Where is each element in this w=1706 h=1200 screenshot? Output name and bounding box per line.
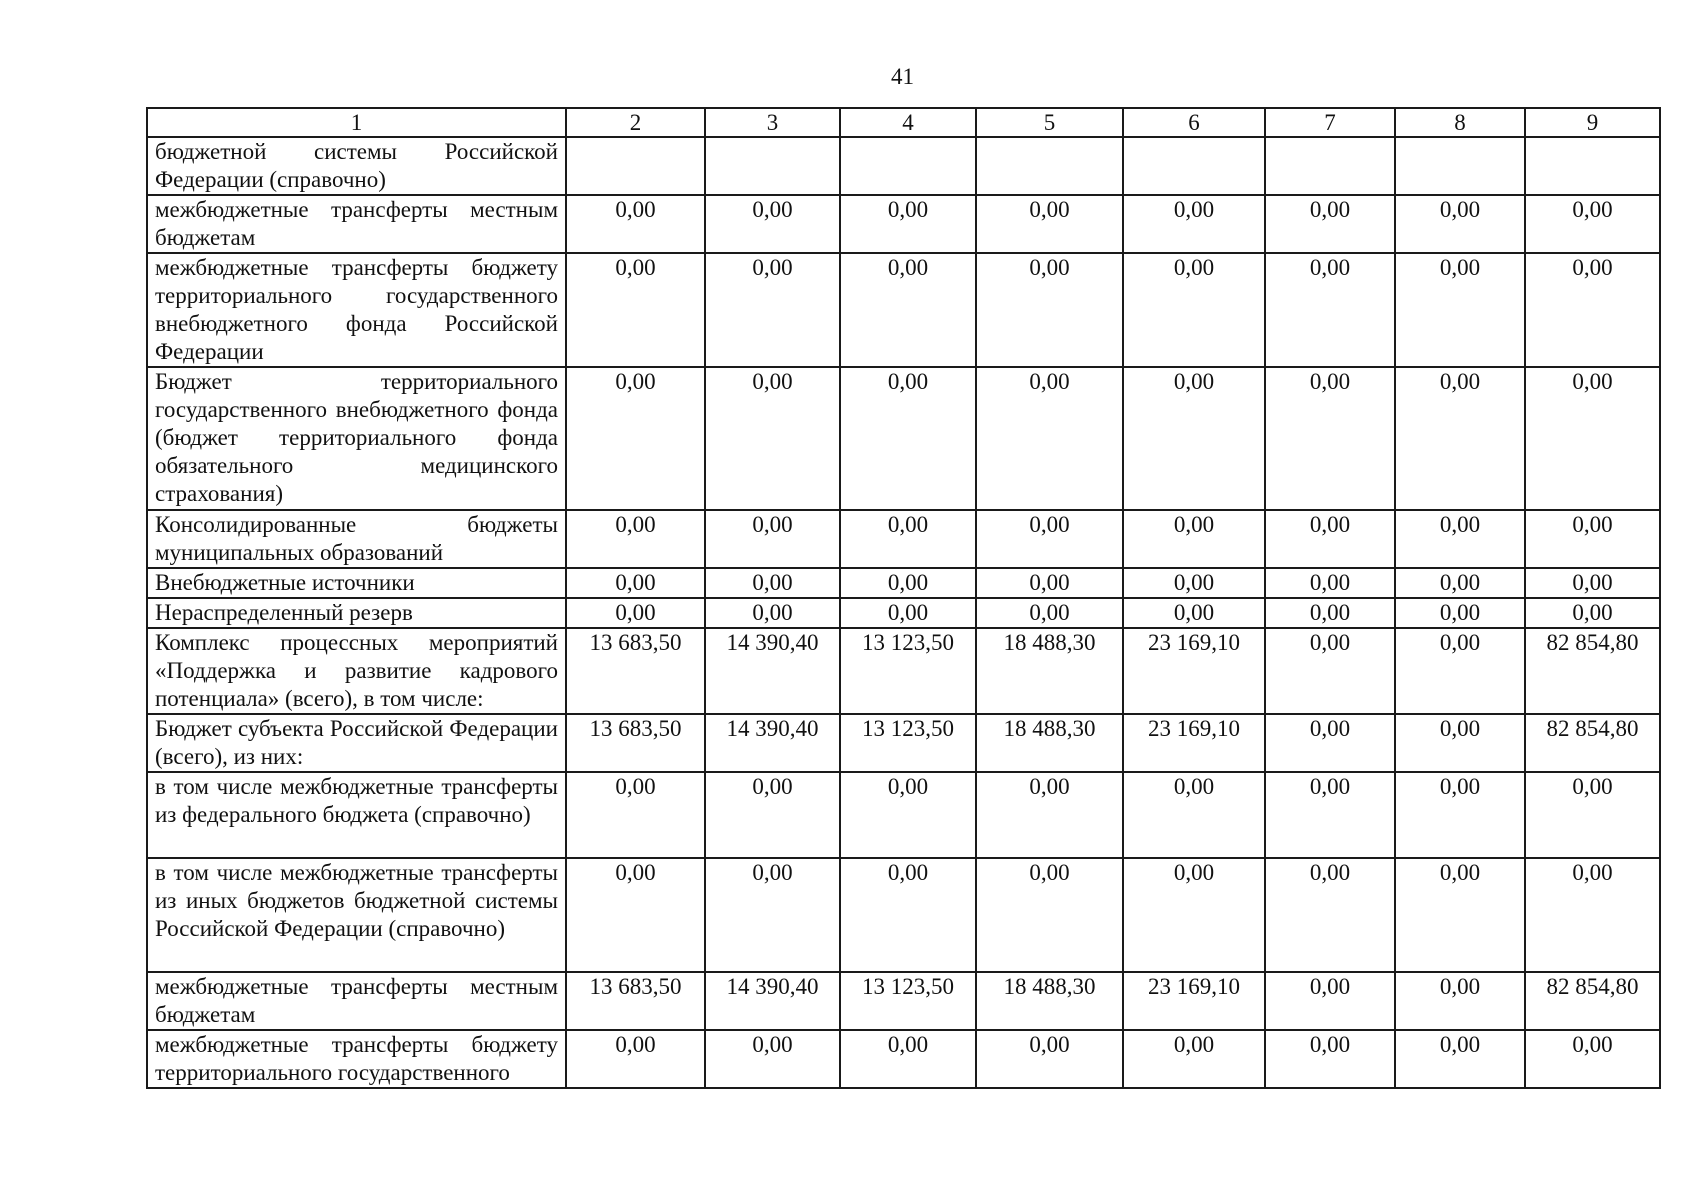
value-cell: 13 683,50 bbox=[566, 714, 705, 772]
value-cell: 0,00 bbox=[1265, 568, 1395, 598]
value-cell: 0,00 bbox=[840, 195, 976, 253]
value-cell: 0,00 bbox=[1265, 714, 1395, 772]
row-label: межбюджетные трансферты бюджету территориального государственного bbox=[147, 1030, 566, 1088]
value-cell: 0,00 bbox=[1525, 568, 1660, 598]
column-header: 6 bbox=[1123, 108, 1265, 137]
value-cell: 18 488,30 bbox=[976, 714, 1123, 772]
value-cell: 13 123,50 bbox=[840, 714, 976, 772]
table-row bbox=[147, 858, 1660, 972]
row-label: межбюджетные трансферты местным бюджетам bbox=[147, 195, 566, 253]
row-label: в том числе межбюджетные трансферты из иных бюджетов бюджетной системы Российской Федерации (справочно) bbox=[147, 858, 566, 972]
table-row bbox=[147, 972, 1660, 1030]
value-cell: 0,00 bbox=[566, 253, 705, 367]
value-cell: 0,00 bbox=[1123, 367, 1265, 510]
value-cell: 0,00 bbox=[1395, 568, 1525, 598]
value-cell: 0,00 bbox=[1265, 772, 1395, 858]
table-row bbox=[147, 253, 1660, 367]
table-row bbox=[147, 568, 1660, 598]
value-cell: 0,00 bbox=[1395, 253, 1525, 367]
value-cell: 0,00 bbox=[1265, 598, 1395, 628]
value-cell: 0,00 bbox=[1395, 510, 1525, 568]
value-cell: 0,00 bbox=[1395, 598, 1525, 628]
value-cell: 0,00 bbox=[1123, 510, 1265, 568]
value-cell: 0,00 bbox=[566, 367, 705, 510]
value-cell: 0,00 bbox=[1123, 568, 1265, 598]
value-cell: 0,00 bbox=[840, 598, 976, 628]
value-cell: 14 390,40 bbox=[705, 714, 840, 772]
value-cell bbox=[840, 137, 976, 195]
value-cell: 0,00 bbox=[976, 253, 1123, 367]
value-cell: 23 169,10 bbox=[1123, 714, 1265, 772]
table-row bbox=[147, 772, 1660, 858]
value-cell: 14 390,40 bbox=[705, 628, 840, 714]
value-cell bbox=[566, 137, 705, 195]
row-label: Внебюджетные источники bbox=[147, 568, 566, 598]
value-cell: 0,00 bbox=[1525, 253, 1660, 367]
value-cell: 0,00 bbox=[566, 568, 705, 598]
column-header: 3 bbox=[705, 108, 840, 137]
column-header: 2 bbox=[566, 108, 705, 137]
row-label: Бюджет субъекта Российской Федерации (всего), из них: bbox=[147, 714, 566, 772]
value-cell: 82 854,80 bbox=[1525, 628, 1660, 714]
row-label: межбюджетные трансферты местным бюджетам bbox=[147, 972, 566, 1030]
column-header: 5 bbox=[976, 108, 1123, 137]
value-cell: 18 488,30 bbox=[976, 628, 1123, 714]
column-header: 7 bbox=[1265, 108, 1395, 137]
column-header: 1 bbox=[147, 108, 566, 137]
table-row bbox=[147, 628, 1660, 714]
value-cell: 0,00 bbox=[1525, 195, 1660, 253]
table-row bbox=[147, 1030, 1660, 1088]
row-label: бюджетной системы Российской Федерации (справочно) bbox=[147, 137, 566, 195]
value-cell: 23 169,10 bbox=[1123, 628, 1265, 714]
value-cell: 0,00 bbox=[705, 367, 840, 510]
value-cell: 0,00 bbox=[1265, 972, 1395, 1030]
value-cell: 0,00 bbox=[1265, 1030, 1395, 1088]
value-cell: 0,00 bbox=[566, 195, 705, 253]
value-cell: 0,00 bbox=[1525, 598, 1660, 628]
value-cell: 13 683,50 bbox=[566, 628, 705, 714]
value-cell: 0,00 bbox=[976, 195, 1123, 253]
row-label: в том числе межбюджетные трансферты из федерального бюджета (справочно) bbox=[147, 772, 566, 858]
value-cell: 0,00 bbox=[566, 510, 705, 568]
value-cell: 0,00 bbox=[840, 772, 976, 858]
table-row bbox=[147, 714, 1660, 772]
value-cell: 13 123,50 bbox=[840, 972, 976, 1030]
value-cell: 0,00 bbox=[1265, 367, 1395, 510]
value-cell: 13 123,50 bbox=[840, 628, 976, 714]
value-cell: 0,00 bbox=[705, 858, 840, 972]
value-cell: 0,00 bbox=[1123, 253, 1265, 367]
value-cell: 0,00 bbox=[976, 568, 1123, 598]
column-header: 4 bbox=[840, 108, 976, 137]
value-cell: 0,00 bbox=[976, 1030, 1123, 1088]
value-cell: 0,00 bbox=[976, 858, 1123, 972]
value-cell: 0,00 bbox=[566, 858, 705, 972]
funding-table bbox=[146, 107, 1661, 1089]
value-cell: 0,00 bbox=[566, 772, 705, 858]
value-cell: 0,00 bbox=[1395, 858, 1525, 972]
value-cell: 0,00 bbox=[566, 598, 705, 628]
value-cell: 14 390,40 bbox=[705, 972, 840, 1030]
column-header: 9 bbox=[1525, 108, 1660, 137]
value-cell: 0,00 bbox=[1395, 972, 1525, 1030]
value-cell: 0,00 bbox=[1525, 510, 1660, 568]
value-cell: 82 854,80 bbox=[1525, 972, 1660, 1030]
value-cell bbox=[1265, 137, 1395, 195]
page-number: 41 bbox=[891, 64, 914, 89]
value-cell bbox=[1123, 137, 1265, 195]
value-cell: 0,00 bbox=[1395, 628, 1525, 714]
value-cell: 0,00 bbox=[1395, 367, 1525, 510]
value-cell: 0,00 bbox=[566, 1030, 705, 1088]
value-cell: 0,00 bbox=[1265, 253, 1395, 367]
value-cell: 0,00 bbox=[1395, 195, 1525, 253]
row-label: Бюджет территориального государственного внебюджетного фонда (бюджет территориального фонда обязательного медицинского страхования) bbox=[147, 367, 566, 510]
table-row bbox=[147, 137, 1660, 195]
table-row bbox=[147, 195, 1660, 253]
value-cell: 0,00 bbox=[705, 598, 840, 628]
value-cell: 0,00 bbox=[1265, 510, 1395, 568]
value-cell: 0,00 bbox=[840, 253, 976, 367]
value-cell: 18 488,30 bbox=[976, 972, 1123, 1030]
value-cell: 0,00 bbox=[1265, 628, 1395, 714]
value-cell: 0,00 bbox=[705, 195, 840, 253]
column-header: 8 bbox=[1395, 108, 1525, 137]
value-cell: 0,00 bbox=[1395, 772, 1525, 858]
value-cell: 0,00 bbox=[1123, 598, 1265, 628]
value-cell: 0,00 bbox=[976, 510, 1123, 568]
value-cell: 0,00 bbox=[1525, 772, 1660, 858]
table-row bbox=[147, 367, 1660, 510]
value-cell bbox=[976, 137, 1123, 195]
value-cell: 0,00 bbox=[976, 772, 1123, 858]
value-cell bbox=[705, 137, 840, 195]
value-cell: 0,00 bbox=[840, 510, 976, 568]
value-cell: 0,00 bbox=[705, 772, 840, 858]
value-cell: 0,00 bbox=[1123, 195, 1265, 253]
value-cell: 0,00 bbox=[705, 510, 840, 568]
value-cell: 23 169,10 bbox=[1123, 972, 1265, 1030]
value-cell: 0,00 bbox=[705, 253, 840, 367]
value-cell: 13 683,50 bbox=[566, 972, 705, 1030]
value-cell: 0,00 bbox=[1123, 1030, 1265, 1088]
value-cell: 0,00 bbox=[840, 858, 976, 972]
value-cell: 0,00 bbox=[705, 568, 840, 598]
row-label: Консолидированные бюджеты муниципальных образований bbox=[147, 510, 566, 568]
value-cell bbox=[1395, 137, 1525, 195]
header-row bbox=[147, 108, 1660, 137]
row-label: Комплекс процессных мероприятий «Поддержка и развитие кадрового потенциала» (всего), в том числе: bbox=[147, 628, 566, 714]
value-cell: 0,00 bbox=[1395, 1030, 1525, 1088]
row-label: межбюджетные трансферты бюджету территориального государственного внебюджетного фонда Российской Федерации bbox=[147, 253, 566, 367]
value-cell: 82 854,80 bbox=[1525, 714, 1660, 772]
value-cell: 0,00 bbox=[1525, 858, 1660, 972]
table-row bbox=[147, 598, 1660, 628]
value-cell: 0,00 bbox=[1123, 858, 1265, 972]
value-cell: 0,00 bbox=[840, 367, 976, 510]
value-cell: 0,00 bbox=[1123, 772, 1265, 858]
value-cell: 0,00 bbox=[840, 568, 976, 598]
value-cell: 0,00 bbox=[976, 367, 1123, 510]
value-cell: 0,00 bbox=[1265, 858, 1395, 972]
table-row bbox=[147, 510, 1660, 568]
value-cell: 0,00 bbox=[1525, 1030, 1660, 1088]
value-cell bbox=[1525, 137, 1660, 195]
value-cell: 0,00 bbox=[705, 1030, 840, 1088]
value-cell: 0,00 bbox=[1265, 195, 1395, 253]
value-cell: 0,00 bbox=[840, 1030, 976, 1088]
value-cell: 0,00 bbox=[1525, 367, 1660, 510]
value-cell: 0,00 bbox=[1395, 714, 1525, 772]
row-label: Нераспределенный резерв bbox=[147, 598, 566, 628]
value-cell: 0,00 bbox=[976, 598, 1123, 628]
